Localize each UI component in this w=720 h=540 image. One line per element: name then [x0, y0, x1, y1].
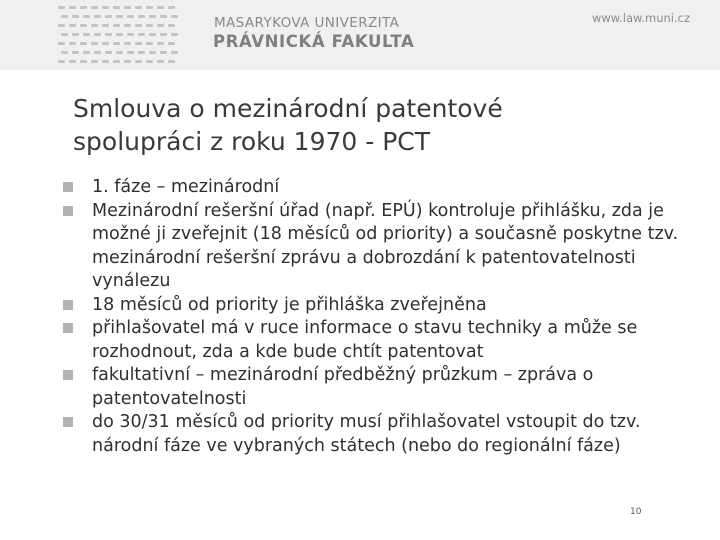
bullet-text: přihlašovatel má v ruce informace o stavu techniky a může se rozhodnout, zda a kde bude chtít patentovat — [92, 318, 638, 362]
logo-pattern-mark — [102, 60, 109, 63]
logo-pattern-mark — [171, 51, 178, 54]
logo-pattern-mark — [124, 42, 131, 45]
logo-pattern-mark — [127, 33, 134, 36]
square-bullet-icon — [63, 182, 73, 192]
university-name: MASARYKOVA UNIVERZITA — [214, 15, 400, 31]
bullet-text: Mezinárodní rešeršní úřad (např. EPÚ) kontroluje přihlášku, zda je možné ji zveřejnit (18 měsíců od priority) a současně poskytne tzv. mezinárodní rešeršní zprávu a dobrozdání k patentovatelnosti vynálezu — [92, 200, 679, 291]
logo-pattern-mark — [124, 24, 131, 27]
slide-title-line-2: spolupráci z roku 1970 - PCT — [73, 127, 431, 156]
logo-pattern-mark — [138, 15, 145, 18]
logo-pattern-mark — [168, 24, 175, 27]
logo-pattern-mark — [168, 6, 175, 9]
logo-pattern-mark — [94, 15, 101, 18]
logo-pattern-mark — [127, 51, 134, 54]
logo-pattern-mark — [91, 60, 98, 63]
logo-pattern-mark — [135, 6, 142, 9]
faculty-name: PRÁVNICKÁ FAKULTA — [213, 32, 415, 51]
bullet-text: fakultativní – mezinárodní předběžný průzkum – zpráva o patentovatelnosti — [92, 365, 594, 409]
bullet-item — [63, 200, 703, 294]
logo-pattern-mark — [171, 15, 178, 18]
logo-pattern-mark — [91, 6, 98, 9]
bullet-list — [63, 176, 703, 458]
logo-pattern-mark — [171, 33, 178, 36]
logo-pattern-mark — [83, 51, 90, 54]
logo-pattern-mark — [138, 51, 145, 54]
logo-pattern-mark — [124, 6, 131, 9]
slide-title — [73, 92, 673, 158]
logo-pattern-mark — [157, 42, 164, 45]
logo-pattern-mark — [58, 6, 65, 9]
logo-pattern-mark — [116, 15, 123, 18]
logo-pattern-mark — [149, 15, 156, 18]
logo-pattern-mark — [124, 60, 131, 63]
logo-pattern-mark — [80, 60, 87, 63]
logo-pattern-mark — [105, 51, 112, 54]
logo-pattern-mark — [113, 60, 120, 63]
logo-pattern-mark — [168, 42, 175, 45]
logo-pattern-mark — [160, 33, 167, 36]
logo-pattern-mark — [138, 33, 145, 36]
logo-pattern-mark — [116, 51, 123, 54]
logo-pattern-mark — [91, 42, 98, 45]
logo-pattern-mark — [116, 33, 123, 36]
logo-pattern-mark — [94, 33, 101, 36]
website-url: www.law.muni.cz — [591, 11, 690, 25]
square-bullet-icon — [63, 417, 73, 427]
logo-pattern-mark — [149, 51, 156, 54]
logo-pattern-mark — [91, 24, 98, 27]
logo-pattern-mark — [146, 24, 153, 27]
logo-pattern-mark — [146, 60, 153, 63]
logo-pattern-mark — [69, 24, 76, 27]
logo-pattern-mark — [58, 24, 65, 27]
logo-pattern-mark — [105, 15, 112, 18]
logo-pattern-mark — [105, 33, 112, 36]
logo-pattern-mark — [102, 42, 109, 45]
logo-pattern-mark — [83, 15, 90, 18]
logo-pattern-mark — [69, 42, 76, 45]
bullet-item — [63, 294, 703, 318]
logo-pattern-mark — [102, 24, 109, 27]
logo-pattern-mark — [72, 33, 79, 36]
square-bullet-icon — [63, 206, 73, 216]
logo-pattern-mark — [149, 33, 156, 36]
logo-pattern-mark — [72, 51, 79, 54]
logo-pattern-mark — [113, 6, 120, 9]
bullet-item — [63, 317, 703, 364]
logo-pattern-mark — [69, 6, 76, 9]
logo-pattern-mark — [61, 33, 68, 36]
square-bullet-icon — [63, 300, 73, 310]
bullet-text: do 30/31 měsíců od priority musí přihlašovatel vstoupit do tzv. národní fáze ve vybraných státech (nebo do regionální fáze) — [92, 412, 641, 456]
logo-pattern-mark — [80, 42, 87, 45]
logo-pattern-mark — [135, 60, 142, 63]
page-number: 10 — [630, 507, 642, 517]
logo-pattern-mark — [146, 6, 153, 9]
slide-title-line-1: Smlouva o mezinárodní patentové — [73, 94, 503, 123]
logo-pattern-mark — [72, 15, 79, 18]
square-bullet-icon — [63, 323, 73, 333]
logo-pattern-mark — [58, 60, 65, 63]
logo-pattern-mark — [58, 42, 65, 45]
bullet-text: 18 měsíců od priority je přihláška zveřejněna — [92, 294, 487, 315]
logo-pattern-mark — [127, 15, 134, 18]
logo-pattern-mark — [94, 51, 101, 54]
logo-pattern-mark — [157, 60, 164, 63]
logo-pattern-mark — [61, 51, 68, 54]
slide-header — [0, 0, 720, 70]
bullet-item — [63, 411, 703, 458]
logo-pattern-mark — [69, 60, 76, 63]
logo-pattern-mark — [157, 24, 164, 27]
logo-pattern-mark — [80, 6, 87, 9]
bullet-text: 1. fáze – mezinárodní — [92, 177, 280, 197]
logo-pattern-mark — [168, 60, 175, 63]
logo-pattern-mark — [146, 42, 153, 45]
logo-pattern-mark — [83, 33, 90, 36]
logo-pattern-mark — [113, 42, 120, 45]
logo-pattern-mark — [160, 51, 167, 54]
logo-pattern-mark — [113, 24, 120, 27]
faculty-logo-pattern-icon — [52, 0, 184, 70]
logo-pattern-mark — [80, 24, 87, 27]
logo-pattern-mark — [102, 6, 109, 9]
logo-pattern-mark — [135, 24, 142, 27]
logo-pattern-mark — [160, 15, 167, 18]
bullet-item — [63, 176, 703, 200]
logo-pattern-mark — [135, 42, 142, 45]
square-bullet-icon — [63, 370, 73, 380]
bullet-item — [63, 364, 703, 411]
logo-pattern-mark — [157, 6, 164, 9]
logo-pattern-mark — [61, 15, 68, 18]
